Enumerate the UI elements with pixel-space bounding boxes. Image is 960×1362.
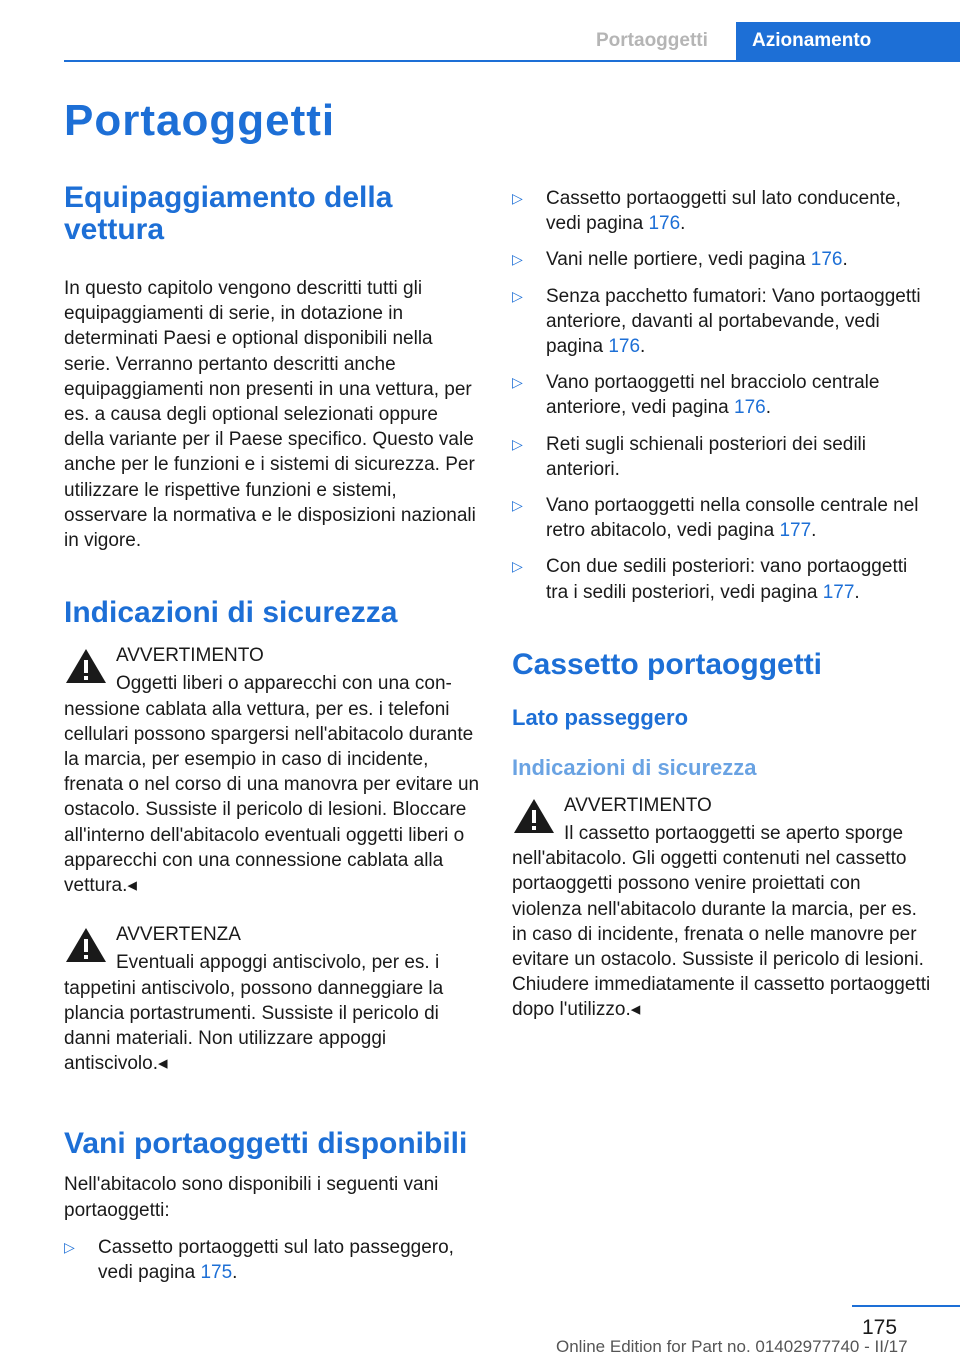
warning-3-first-line: Il cassetto portaoggetti se aperto sporge [564, 823, 904, 845]
list-item-text: Vano portaoggetti nella consolle centrale nel retro abitacolo, vedi pagina [546, 495, 919, 542]
warning-3-body: nell'abitacolo. Gli oggetti contenuti nel cassetto portaoggetti possono venire proiettati con violenza nell'abitacolo durante la marcia, per es. in caso di incidente, frenata o nelle manovre per evitare un ostacolo. Sussiste il pericolo di lesioni. Chiudere immediatamente il cassetto portaoggetti dopo l'utilizzo.◂ [512, 848, 931, 1021]
list-item-end: . [842, 249, 848, 271]
header-section-label: Portaoggetti [596, 30, 708, 51]
compartment-list-left [64, 1235, 480, 1285]
bullet-triangle-icon: ▷ [512, 435, 523, 452]
list-item-end: . [811, 520, 817, 542]
warning-block-1 [64, 643, 480, 898]
list-item-text: Con due sedili posteriori: vano portaoggetti tra i sedili posteriori, vedi pagina [546, 556, 908, 603]
list-item [512, 284, 932, 360]
compartment-list-right [512, 186, 932, 605]
page-link[interactable]: 176 [810, 249, 843, 271]
warning-block-2 [64, 922, 480, 1076]
list-item-end: . [680, 213, 686, 235]
page-link[interactable]: 176 [734, 397, 766, 419]
list-item-end: . [854, 581, 860, 603]
bullet-triangle-icon: ▷ [512, 558, 523, 575]
passenger-side-heading: Lato passeggero [512, 704, 689, 730]
warning-3-label: AVVERTIMENTO [564, 794, 712, 816]
equipment-text: In questo capitolo vengono descritti tutti gli equipaggiamenti di serie, in dotazione in determinati Paesi e optional disponibili nella serie. Verranno pertanto descritti anche equipaggiamenti non presenti in una vettura, per es. a causa degli optional selezionati oppure della variante per il Paese specifico. Questo vale anche per le funzioni e i sistemi di sicurezza. Per utilizzare le rispettive funzioni e sistemi, osservare la normativa e le disposizioni nazionali in vigore. [64, 278, 476, 552]
list-item-end: . [232, 1262, 238, 1284]
warning-1-label: AVVERTIMENTO [116, 645, 264, 667]
list-item-text: Cassetto portaoggetti sul lato conducente, vedi pagina [546, 188, 901, 235]
list-item-text: Vani nelle portiere, vedi pagina [546, 249, 811, 271]
bullet-triangle-icon: ▷ [512, 497, 523, 514]
warning-2-label: AVVERTENZA [116, 924, 241, 946]
bullet-triangle-icon: ▷ [512, 287, 523, 304]
list-item [512, 247, 932, 272]
list-item-end: . [765, 397, 771, 419]
edition-note: Online Edition for Part no. 01402977740 - II/17 [556, 1337, 908, 1356]
warning-triangle-icon [64, 647, 108, 685]
list-item-text: Senza pacchetto fumatori: Vano portaoggetti anteriore, davanti al portabevande, vedi pagina [546, 285, 921, 358]
list-item [64, 1235, 480, 1285]
header-chapter-label: Azionamento [752, 30, 872, 51]
footer-divider [852, 1305, 960, 1307]
warning-triangle-icon [512, 797, 556, 835]
right-column [512, 186, 932, 1023]
bullet-triangle-icon: ▷ [512, 190, 523, 206]
page-link[interactable]: 176 [648, 213, 681, 235]
left-column [64, 182, 480, 1296]
page-number: 175 [862, 1316, 898, 1339]
bullet-triangle-icon: ▷ [512, 374, 523, 391]
warning-1-body: nessione cablata alla vettura, per es. i telefoni cellulari possono spargersi nell'abitacolo durante la marcia, per esempio in caso di incidente, frenata o nel corso di una manovra per evitare un ostacolo. Sussiste il pericolo di lesioni. Bloccare all'interno dell'abitacolo eventuali oggetti liberi o apparecchi con una connessione cablata alla vettura.◂ [64, 698, 480, 897]
list-item-end: . [640, 336, 646, 358]
warning-2-first-line: Eventuali appoggi antiscivolo, per es. i [116, 952, 440, 974]
list-item [512, 432, 932, 482]
page-link[interactable]: 177 [779, 520, 812, 542]
available-compartments-heading: Vani portaoggetti disponibili [64, 1127, 468, 1161]
list-item-text: Cassetto portaoggetti sul lato passeggero, vedi pagina [98, 1236, 454, 1284]
warning-block-3 [512, 793, 932, 1023]
glovebox-heading: Cassetto portaoggetti [512, 647, 823, 681]
header-chapter-tab [736, 22, 960, 62]
bullet-triangle-icon: ▷ [512, 251, 523, 268]
page-link[interactable]: 176 [608, 336, 641, 358]
page-link[interactable]: 177 [822, 581, 855, 603]
safety-heading: Indicazioni di sicurezza [64, 596, 398, 630]
warning-1-first-line: Oggetti liberi o apparecchi con una con- [116, 673, 452, 695]
list-item [512, 186, 932, 236]
list-item [512, 370, 932, 420]
glovebox-safety-heading: Indicazioni di sicurezza [512, 754, 757, 780]
bullet-triangle-icon: ▷ [64, 1238, 75, 1255]
list-item [512, 554, 932, 604]
warning-2-body: tappetini antiscivolo, possono danneggiare la plancia portastrumenti. Sussiste il pericolo di danni materiali. Non utilizzare appoggi antiscivolo.◂ [64, 977, 444, 1075]
equipment-heading: Equipaggiamento della vettura [64, 181, 393, 246]
page-link[interactable]: 175 [200, 1262, 233, 1284]
list-item-text: Vano portaoggetti nel bracciolo centrale anteriore, vedi pagina [546, 372, 880, 419]
available-compartments-text: Nell'abitacolo sono disponibili i seguenti vani portaoggetti: [64, 1174, 439, 1221]
list-item [512, 493, 932, 543]
header-divider [64, 60, 960, 62]
list-item-text: Reti sugli schienali posteriori dei sedili anteriori. [546, 433, 866, 480]
warning-triangle-icon [64, 926, 108, 964]
page-title: Portaoggetti [64, 96, 336, 145]
